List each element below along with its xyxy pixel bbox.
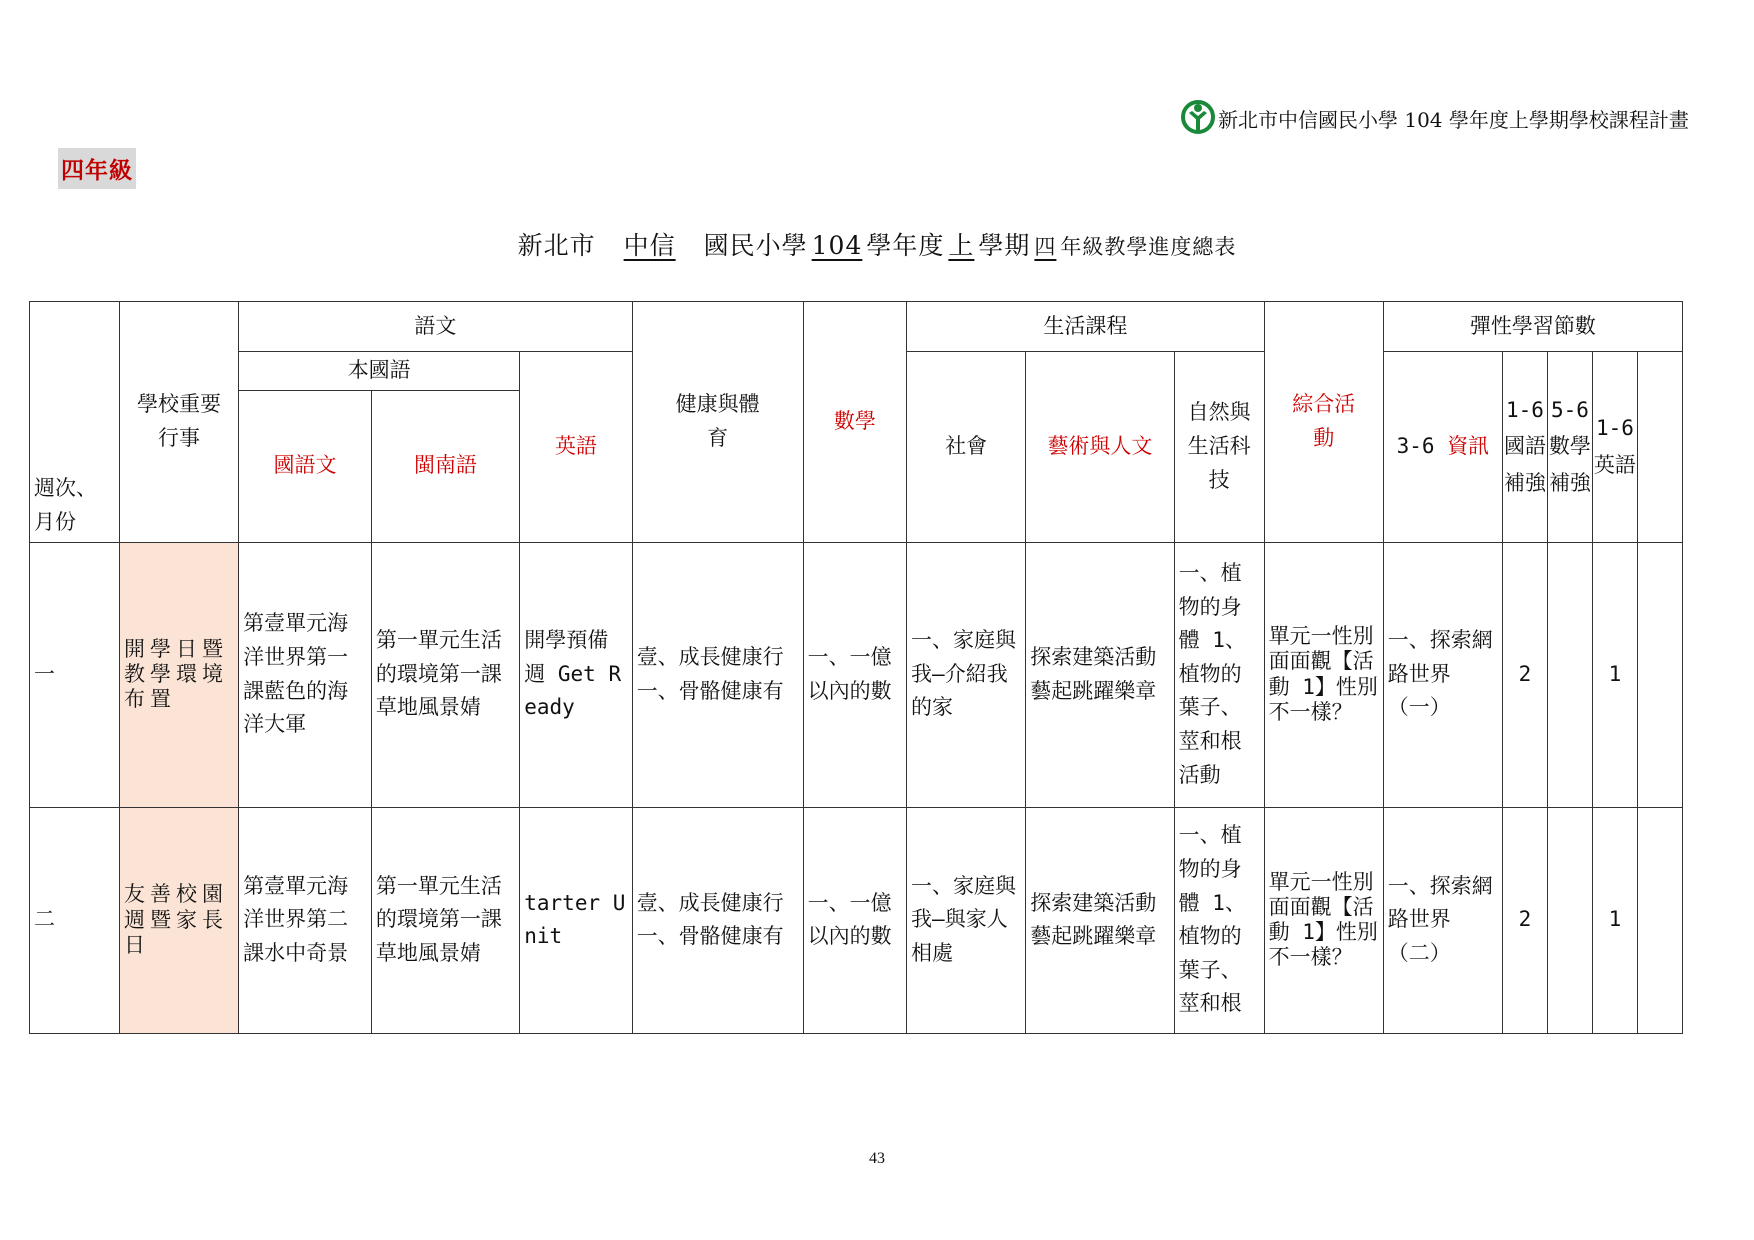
header-social: 社會 <box>907 352 1026 543</box>
cell-math: 一、一億以內的數 <box>803 542 906 807</box>
header-math-supp: 5-6數學補強 <box>1547 352 1592 543</box>
cell-week: 一 <box>30 542 120 807</box>
header-info: 3-6 資訊 <box>1383 352 1502 543</box>
header-events: 學校重要行事 <box>119 302 238 543</box>
cell-minnan: 第一單元生活的環境第一課草地風景婧 <box>371 807 519 1033</box>
table-row <box>30 542 1683 807</box>
cell-science: 一、植物的身體 1、植物的葉子、莖和根活動 <box>1174 542 1264 807</box>
cell-health: 壹、成長健康行一、骨骼健康有 <box>632 807 803 1033</box>
header-arts: 藝術與人文 <box>1026 352 1174 543</box>
cell-mandarin: 第壹單元海洋世界第二課水中奇景 <box>239 807 372 1033</box>
cell-chinese-supp: 2 <box>1502 542 1547 807</box>
cell-arts: 探索建築活動藝起跳躍樂章 <box>1026 542 1174 807</box>
cell-english-supp: 1 <box>1592 542 1637 807</box>
title-prefix: 新北市 <box>517 231 596 260</box>
cell-event: 開學日暨教學環境布置 <box>119 542 238 807</box>
header-flexible: 彈性學習節數 <box>1383 302 1682 352</box>
schedule-table <box>29 301 1683 1034</box>
cell-integrated: 單元一性別面面觀【活動 1】性別不一樣？ <box>1264 807 1383 1033</box>
header-health: 健康與體育 <box>632 302 803 543</box>
cell-chinese-supp: 2 <box>1502 807 1547 1033</box>
cell-extra <box>1637 542 1682 807</box>
header-math: 數學 <box>803 302 906 543</box>
header-language: 語文 <box>239 302 633 352</box>
cell-english: 開學預備週 Get Ready <box>520 542 632 807</box>
header-integrated: 綜合活動 <box>1264 302 1383 543</box>
school-logo-icon <box>1180 99 1216 137</box>
cell-social: 一、家庭與我—介紹我的家 <box>907 542 1026 807</box>
table-row <box>30 807 1683 1033</box>
header-english-supp: 1-6英語 <box>1592 352 1637 543</box>
cell-social: 一、家庭與我—與家人相處 <box>907 807 1026 1033</box>
title-grade: 四 <box>1034 235 1057 259</box>
header-life: 生活課程 <box>907 302 1265 352</box>
cell-english: tarter Unit <box>520 807 632 1033</box>
header-chinese-supp: 1-6國語補強 <box>1502 352 1547 543</box>
title-year: 104 <box>811 231 863 260</box>
header-extra <box>1637 352 1682 543</box>
header-week: 週次、月份 <box>30 302 120 543</box>
header-minnan: 閩南語 <box>371 390 519 542</box>
header-mandarin: 國語文 <box>239 390 372 542</box>
title-suffix: 年級教學進度總表 <box>1060 235 1237 259</box>
document-header <box>1180 98 1700 138</box>
cell-math-supp <box>1547 807 1592 1033</box>
cell-health: 壹、成長健康行一、骨骼健康有 <box>632 542 803 807</box>
title-semester-label: 學期 <box>978 231 1031 260</box>
cell-math: 一、一億以內的數 <box>803 807 906 1033</box>
cell-event: 友善校園週暨家長日 <box>119 807 238 1033</box>
cell-extra <box>1637 807 1682 1033</box>
page-title <box>0 226 1754 262</box>
title-semester: 上 <box>948 231 975 260</box>
header-text: 新北市中信國民小學 104 學年度上學期學校課程計畫 <box>1218 107 1689 132</box>
cell-arts: 探索建築活動藝起跳躍樂章 <box>1026 807 1174 1033</box>
cell-english-supp: 1 <box>1592 807 1637 1033</box>
page-number: 43 <box>869 1150 885 1167</box>
header-native: 本國語 <box>239 352 520 391</box>
cell-mandarin: 第壹單元海洋世界第一課藍色的海洋大軍 <box>239 542 372 807</box>
title-school: 中信 <box>623 231 676 260</box>
cell-info: 一、探索網路世界（一） <box>1383 542 1502 807</box>
title-year-label: 學年度 <box>866 231 945 260</box>
cell-integrated: 單元一性別面面觀【活動 1】性別不一樣？ <box>1264 542 1383 807</box>
title-school-type: 國民小學 <box>703 231 808 260</box>
cell-info: 一、探索網路世界（二） <box>1383 807 1502 1033</box>
cell-math-supp <box>1547 542 1592 807</box>
cell-science: 一、植物的身體 1、植物的葉子、莖和根 <box>1174 807 1264 1033</box>
header-science: 自然與生活科技 <box>1174 352 1264 543</box>
header-english: 英語 <box>520 352 632 543</box>
cell-week: 二 <box>30 807 120 1033</box>
cell-minnan: 第一單元生活的環境第一課草地風景婧 <box>371 542 519 807</box>
grade-badge: 四年級 <box>58 148 136 189</box>
